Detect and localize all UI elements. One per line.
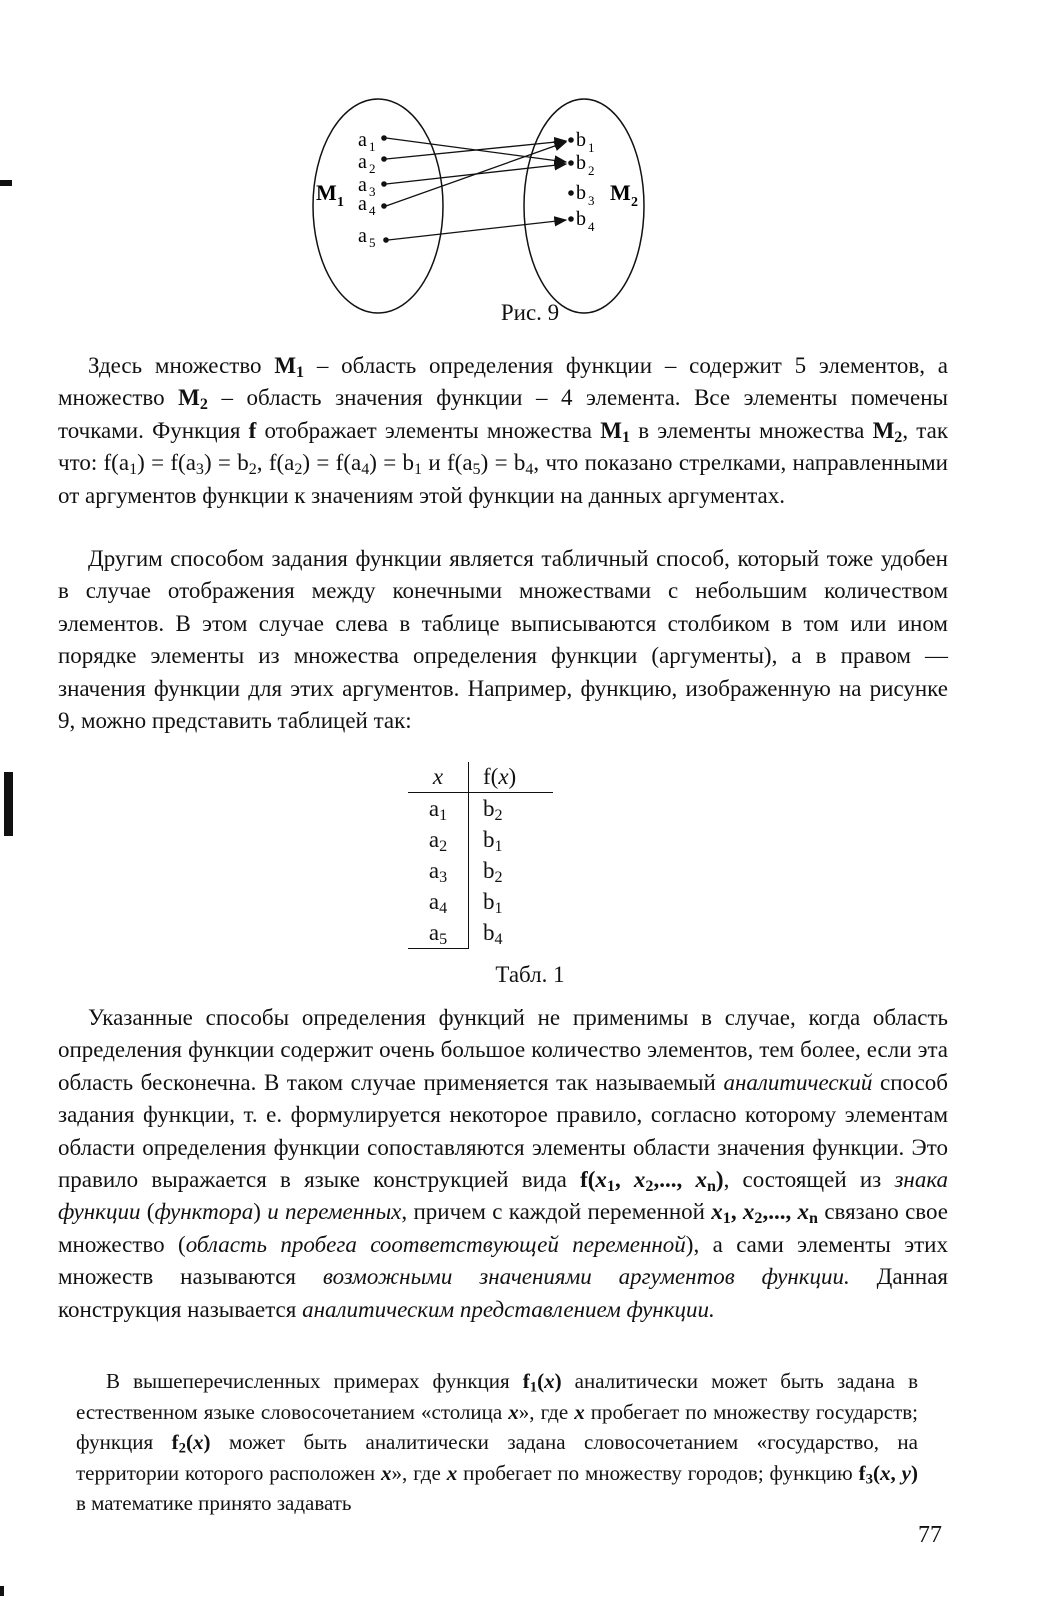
svg-text:b: b: [576, 152, 586, 174]
page-number: 77: [918, 1522, 942, 1548]
element-a5: [358, 225, 389, 250]
function-table: [408, 762, 553, 949]
svg-text:a: a: [358, 225, 367, 247]
table-row: $a_3$ $b_2$: [408, 855, 553, 886]
element-b2: [568, 152, 594, 178]
svg-text:4: 4: [369, 203, 376, 218]
scan-artifact: [0, 1586, 4, 1596]
svg-text:a: a: [358, 174, 367, 196]
svg-text:5: 5: [369, 235, 376, 250]
svg-text:1: 1: [588, 140, 595, 155]
table-row: $a_5$ $b_4$: [408, 917, 553, 949]
figure-9-diagram: [300, 96, 660, 316]
svg-text:b: b: [576, 208, 586, 230]
svg-text:3: 3: [588, 193, 595, 208]
set-m2-label: M: [610, 180, 631, 205]
arrow-a4-b1: [386, 142, 566, 206]
element-b3: [568, 182, 594, 208]
table-row: $a_2$ $b_1$: [408, 824, 553, 855]
scan-artifact: [4, 772, 13, 836]
table-header-row: [408, 762, 553, 793]
svg-text:a: a: [358, 193, 367, 215]
svg-text:2: 2: [588, 163, 595, 178]
element-b4: [568, 208, 595, 234]
table-header-fx: f(x): [469, 762, 554, 793]
svg-text:a: a: [358, 151, 367, 173]
svg-text:1: 1: [369, 139, 376, 154]
svg-text:a: a: [358, 129, 367, 151]
arrow-a2-b1: [386, 141, 566, 159]
table-caption: Табл. 1: [495, 962, 565, 987]
paragraph-2: Другим способом задания функции является табличный способ, который тоже удобен в случае отображения между конечными множествами с небольшим количеством элементов. В этом случае слева в таблице выписываются столбиком в том или ином порядке элементы из множества определения функции (аргументы), а в правом — значения функции для этих аргументов. Например, функцию, изображенную на рисунке 9, можно представить таблицей так:: [58, 546, 948, 734]
set-m1-subscript: 1: [337, 195, 344, 210]
set-m1-ellipse: [313, 99, 443, 313]
svg-text:3: 3: [369, 184, 376, 199]
figure-caption: Рис. 9: [500, 300, 560, 325]
set-m2-subscript: 2: [631, 195, 638, 210]
svg-text:b: b: [576, 182, 586, 204]
table-row: $a_1$ $b_2$: [408, 793, 553, 825]
arrow-a5-b4: [388, 220, 566, 240]
set-m1-label: M: [316, 180, 337, 205]
table-row: $a_4$ $b_1$: [408, 886, 553, 917]
paragraph-3: Указанные способы определения функций не применимы в случае, когда область определения функции содержит очень большое количество элементов, тем более, если эта область бесконечна. В таком случае применяется так называемый аналитический способ задания функции, т. е. формулируется некоторое правило, согласно которому элементам области определения функции сопоставляются элементы области значения функции. Это правило выражается в языке конструкцией вида $f(x_1$, $x_2$,..., $x_n$), состоящей из знака функции (функтора) и переменных, причем с каждой переменной $x_1$, $x_2$,..., $x_n$ связано свое множество (область пробега соответствующей переменной), а сами элементы этих множеств называются возможными значениями аргументов функции. Данная конструкция называется аналитическим представлением функции.: [58, 1005, 949, 1322]
scan-artifact: [0, 180, 12, 186]
svg-text:4: 4: [588, 219, 595, 234]
svg-text:b: b: [576, 129, 586, 151]
paragraph-1: Здесь множество $M_1$ – область определения функции – содержит 5 элементов, а множество $M_2$ – область значения функции – 4 элемента. Все элементы помечены точками. Функция f отображает элементы множества $M_1$ в элементы множества $M_2$, так что: $f(a_1) = f(a_3) = b_2$, $f(a_2) = f(a_4) = b_1$ и $f(a_5) = b_4$, что показано стрелками, направленными от аргументов функции к значениям этой функции на данных аргументах.: [58, 353, 949, 508]
svg-text:2: 2: [369, 161, 376, 176]
table-header-x: x: [408, 762, 469, 793]
element-a2: [358, 151, 387, 176]
paragraph-4: В вышеперечисленных примерах функция $f_1(x)$ аналитически может быть задана в естественном языке словосочетанием «столица x», где x пробегает по множеству государств; функция $f_2(x)$ может быть аналитически задана словосочетанием «государство, на территории которого расположен x», где x пробегает по множеству городов; функцию $f_3(x$, y) в математике принято задавать: [76, 1369, 918, 1516]
